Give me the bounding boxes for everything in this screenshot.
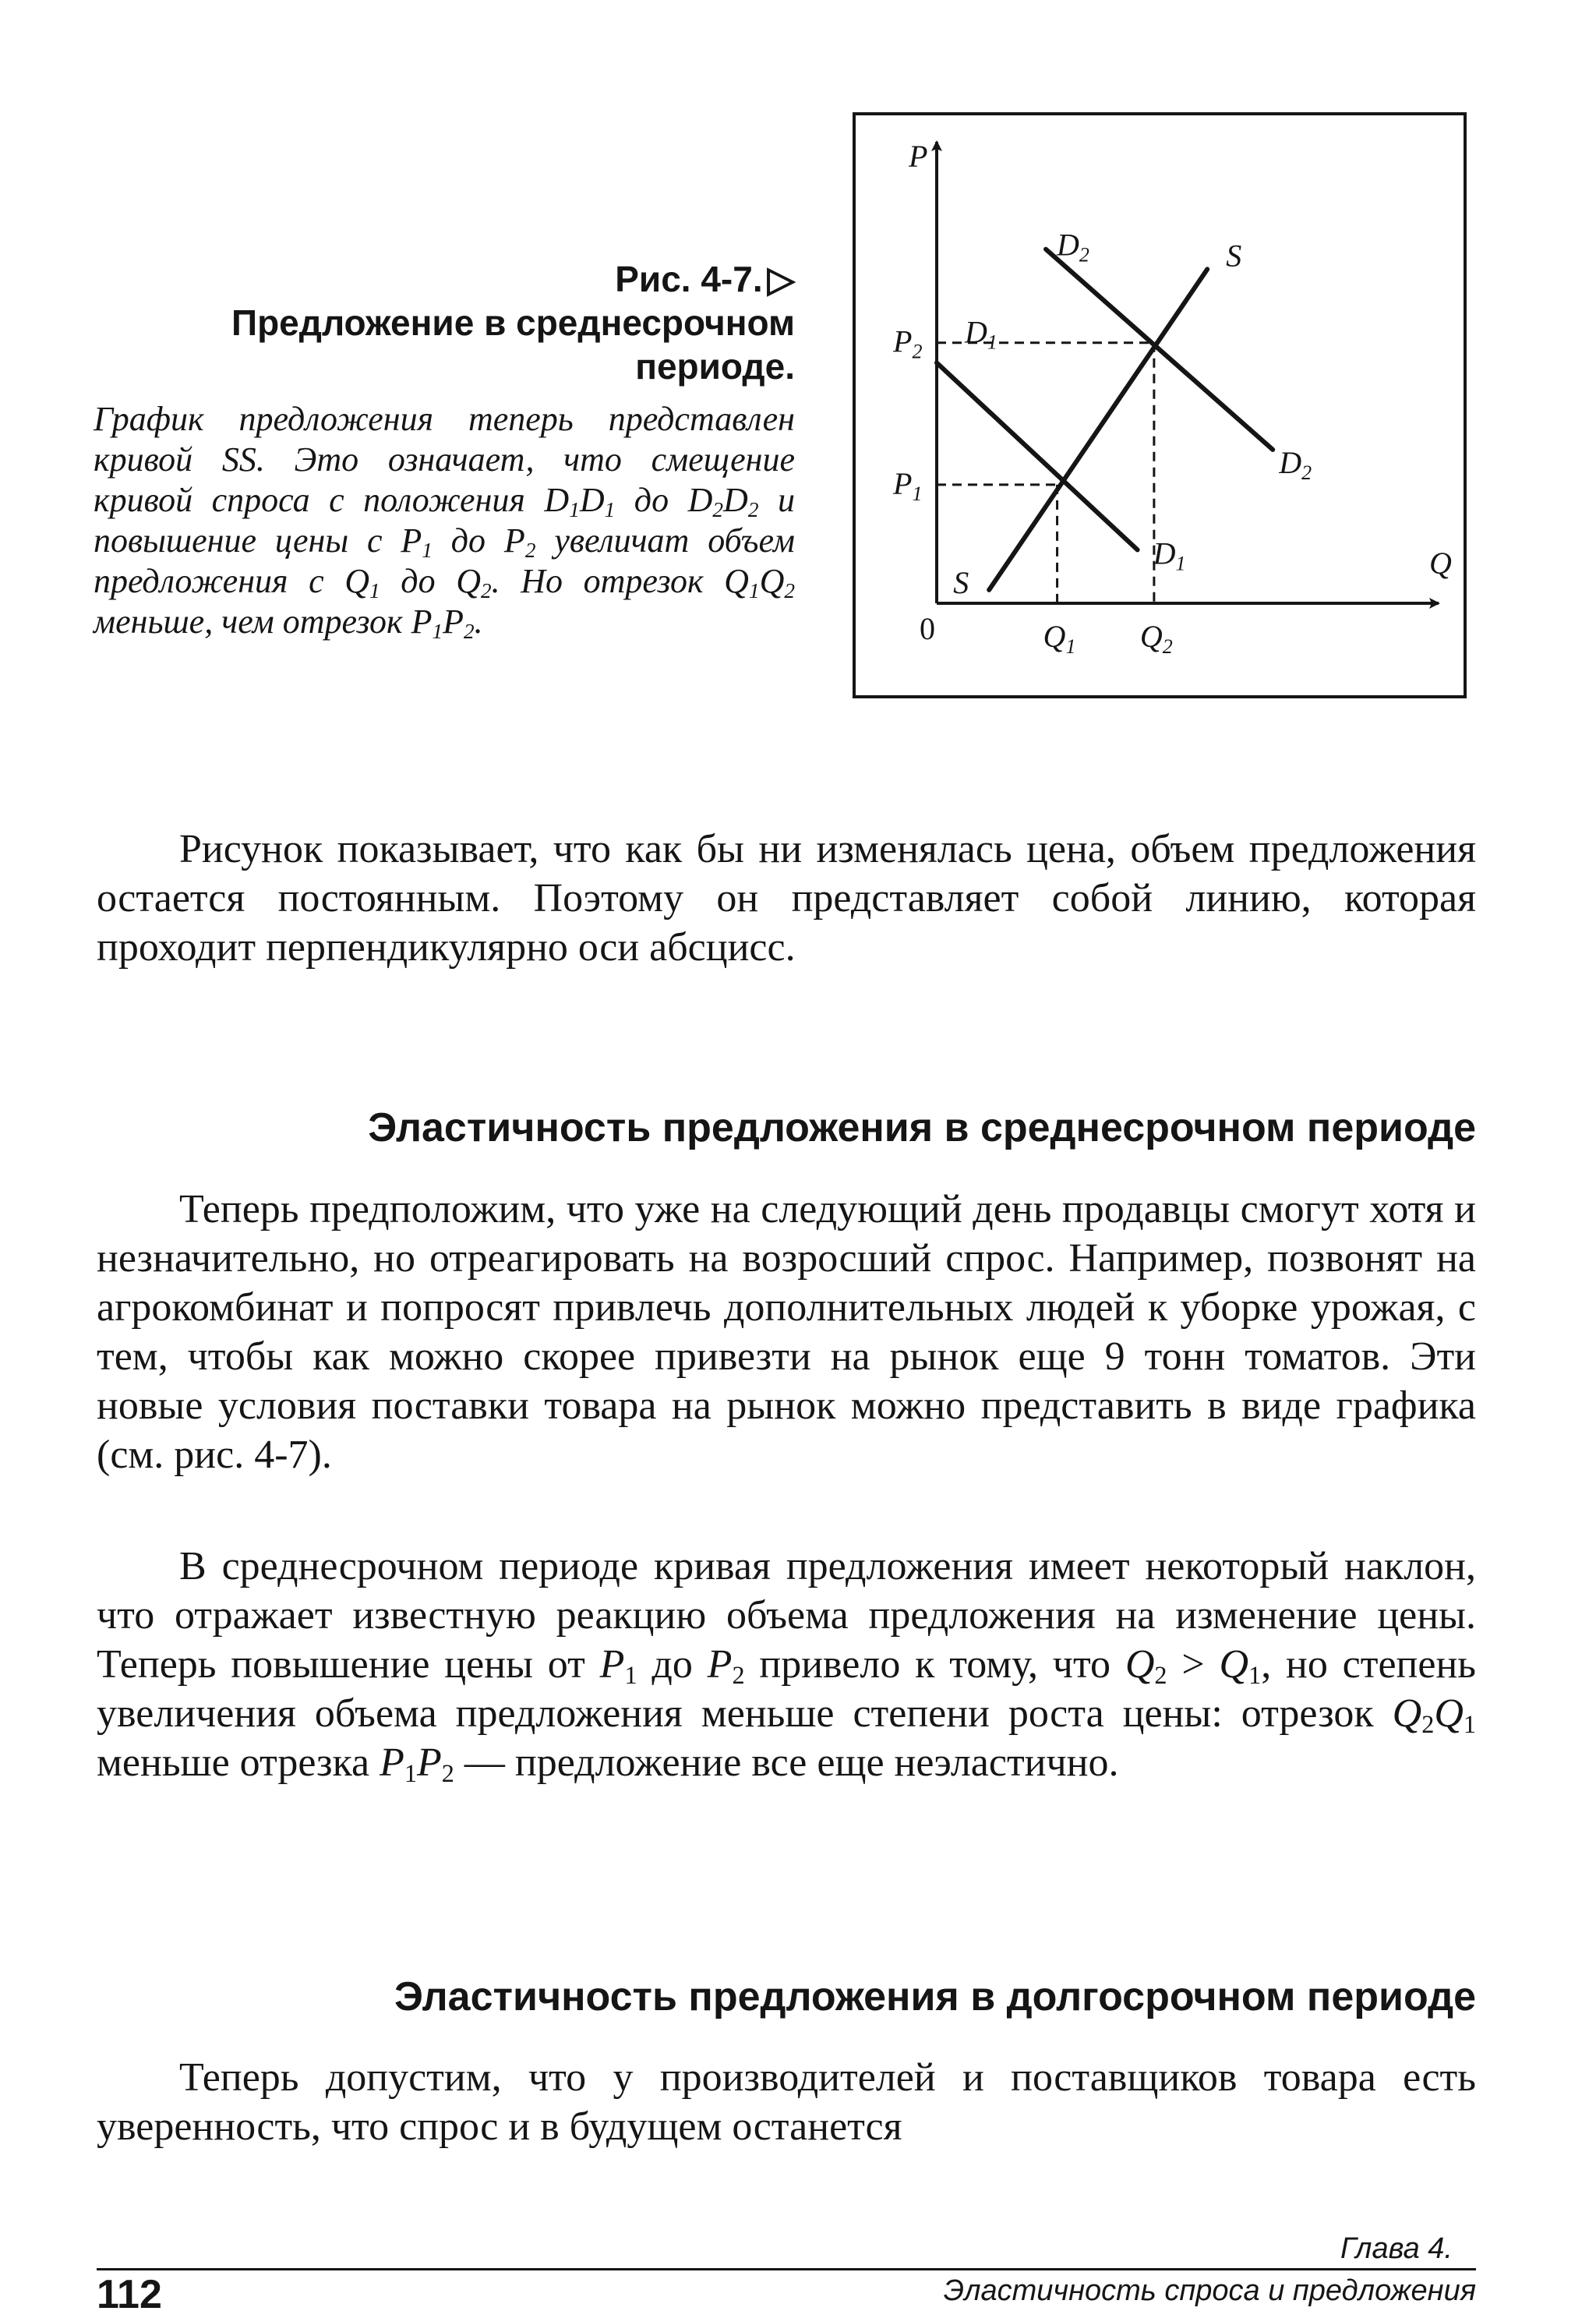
footer-chapter-title: Эластичность спроса и предложения	[943, 2274, 1476, 2307]
figure-caption	[94, 257, 795, 642]
triangle-arrow-icon: ▷	[767, 259, 795, 299]
figure-label: Рис. 4-7.	[615, 259, 763, 299]
guide-lines	[937, 343, 1154, 603]
paragraph-2: Теперь предположим, что уже на следующий день продавцы смогут хотя и незначительно, но отреагировать на возросший спрос. Например, позвонят на агрокомбинат и попросят привлечь дополнительных людей к уборке урожая, с тем, чтобы как можно скорее привезти на рынок еще 9 тонн томатов. Эти новые условия поставки товара на рынок можно представить в виде графика (см. рис. 4-7).	[97, 1187, 1476, 1477]
footer-divider	[97, 2268, 1476, 2270]
x-axis-label: Q	[1429, 546, 1452, 581]
price-label-p1: $P_1$	[893, 465, 923, 505]
section-heading-medium-term: Эластичность предложения в среднесрочном периоде	[368, 1105, 1476, 1150]
caption-title-line1: Предложение в среднесрочном	[231, 302, 795, 343]
supply-demand-chart	[856, 115, 1464, 695]
quantity-label-q1: $Q_1$	[1043, 619, 1076, 658]
paragraph-1: Рисунок показывает, что как бы ни изменялась цена, объем предложения остается постоянным. Поэтому он представляет собой линию, которая проходит перпендикулярно оси абсцисс.	[97, 827, 1476, 970]
demand-d1-label-top: $D_1$	[965, 314, 998, 354]
page-number: 112	[97, 2272, 162, 2317]
y-axis-label: P	[909, 139, 928, 174]
quantity-label-q2: $Q_2$	[1139, 619, 1173, 658]
paragraph-4: Теперь допустим, что у производителей и поставщиков товара есть уверенность, что спрос и в будущем останется	[97, 2055, 1476, 2149]
origin-label: 0	[920, 611, 935, 646]
demand-d2-label-top: $D_2$	[1057, 227, 1089, 267]
demand-curve-d2	[1046, 249, 1273, 450]
footer-chapter-label: Глава 4.	[1340, 2232, 1453, 2265]
curves	[937, 249, 1273, 590]
caption-title-line2: периоде.	[635, 346, 795, 387]
price-label-p2: $P_2$	[893, 323, 923, 363]
caption-title	[94, 257, 795, 388]
demand-d1-label-bottom: $D_1$	[1153, 535, 1186, 575]
figure-frame	[853, 112, 1467, 698]
section-heading-long-term: Эластичность предложения в долгосрочном периоде	[394, 1974, 1476, 2019]
demand-d2-label-bottom: $D_2$	[1279, 444, 1312, 484]
caption-body: График предложения теперь представлен кривой SS. Это означает, что смещение кривой спроса с положения $D_1D_1$ до $D_2D_2$ и повышение цены с $P_1$ до $P_2$ увеличат объем предложения с $Q_1$ до $Q_2$. Но отрезок $Q_1Q_2$ меньше, чем отрезок $P_1P_2$.	[94, 400, 796, 643]
supply-curve-label-bottom: S	[953, 564, 969, 600]
paragraph-3: В среднесрочном периоде кривая предложения имеет некоторый наклон, что отражает известную реакцию объема предложения на изменение цены. Теперь повышение цены от $P_1$ до $P_2$ привело к тому, что $Q_2 > Q_1$, но степень увеличения объема предложения меньше степени роста цены: отрезок $Q_2Q_1$ меньше отрезка $P_1P_2$ — предложение все еще неэластично.	[97, 1544, 1476, 1788]
supply-curve-label-top: S	[1226, 238, 1242, 274]
